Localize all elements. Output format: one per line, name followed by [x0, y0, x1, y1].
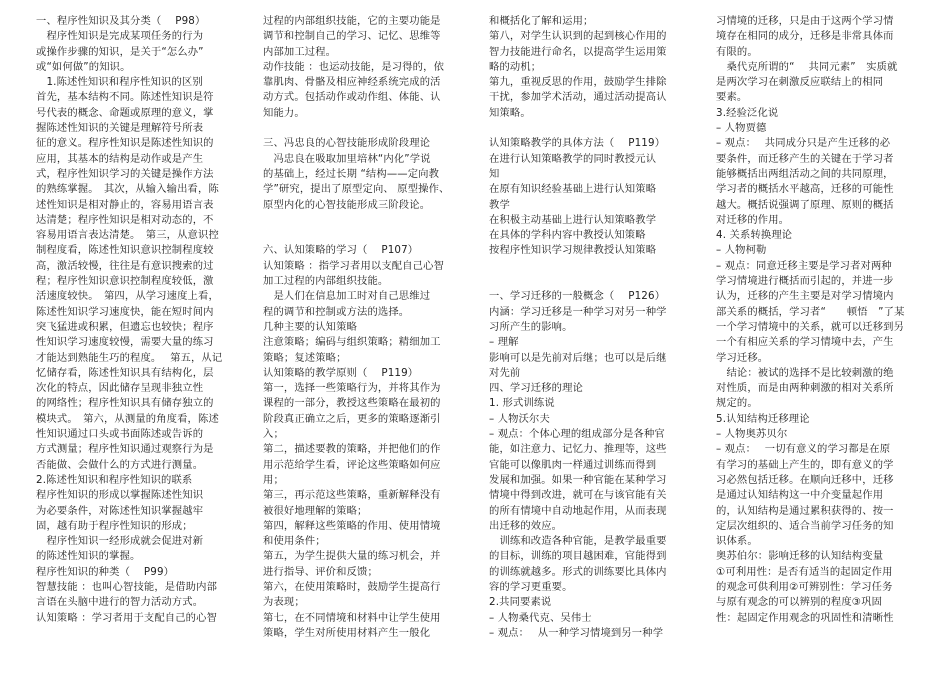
text-line: 习必然包括迁移。在顺向迁移中，迁移: [716, 473, 894, 486]
text-line: 桑代克所谓的“ 共同元素” 实质就: [716, 60, 898, 73]
text-line: 模块式。 第六，从测量的角度看，陈述: [36, 412, 219, 425]
text-line: 第九，重视反思的作用，鼓励学生排除: [489, 76, 667, 89]
text-line: [489, 259, 699, 274]
text-line: 在进行认知策略教学的同时教授元认: [489, 152, 657, 165]
text-line: 注意策略；编码与组织策略；精细加工: [263, 336, 441, 349]
text-line: 课程的一部分，教授这些策略在最初的: [263, 397, 441, 410]
text-line: 用；: [263, 473, 284, 486]
text-line: 进行指导、评价和反馈；: [263, 565, 378, 578]
text-line: 第四，解释这些策略的作用、使用情境: [263, 519, 441, 532]
text-line: 2.陈述性知识和程序性知识的联系: [36, 473, 193, 486]
text-line: 或“如何做”的知识。: [36, 60, 131, 73]
text-line: 用示范给学生看，评论这些策略如何应: [263, 458, 441, 471]
text-line: 首先，基本结构不同。陈述性知识是符: [36, 91, 214, 104]
text-line: 策略；复述策略；: [263, 351, 347, 364]
column-2: [263, 14, 473, 641]
text-line: 结论：被试的选择不是比较刺激的绝: [716, 366, 894, 379]
text-line: 奥苏伯尔：影响迁移的认知结构变量: [716, 550, 884, 563]
text-line: – 人物贾德: [716, 122, 767, 135]
text-line: 能，如注意力、记忆力、推理等，这些: [489, 443, 667, 456]
text-line: 是两次学习在刺激反应联结上的相同: [716, 76, 884, 89]
text-line: 为表现；: [263, 596, 305, 609]
text-line: [263, 121, 473, 136]
text-line: 一、学习迁移的一般概念（ P126）: [489, 290, 666, 303]
text-line: 一个有相应关系的学习情境中去，产生: [716, 336, 894, 349]
text-line: 部关系的概括，学习者“ 顿悟 ”了某: [716, 305, 905, 318]
text-line: 在具体的学科内容中教授认知策略: [489, 229, 646, 242]
text-line: 的，认知结构是通过累积获得的、按一: [716, 504, 894, 517]
text-line: 否能做、会做什么的方式进行测量。: [36, 458, 204, 471]
text-line: 要条件，而迁移产生的关键在于学习者: [716, 152, 894, 165]
text-line: 次化的特点，因此储存呈现非独立性: [36, 382, 204, 395]
text-line: – 理解: [489, 336, 519, 349]
text-line: 的网络性；程序性知识具有储存独立的: [36, 397, 214, 410]
text-line: 活速度较快。 第四，从学习速度上看，: [36, 290, 219, 303]
text-line: 容的学习更重要。: [489, 580, 573, 593]
text-line: 靠肌肉、骨骼及相应神经系统完成的活: [263, 76, 441, 89]
text-line: 知: [489, 167, 500, 180]
text-line: 程的调节和控制或方法的选择。: [263, 305, 410, 318]
text-line: 第三，再示范这些策略，重新解释没有: [263, 489, 441, 502]
text-line: [489, 274, 699, 289]
text-line: 阶段真正确立之后，更多的策略逐渐引: [263, 412, 441, 425]
text-line: 是人们在信息加工时对自己思维过: [263, 290, 431, 303]
text-line: 智力技能进行命名，以提高学生运用策: [489, 45, 667, 58]
text-line: 学习情境进行概括而引起的，并进一步: [716, 275, 894, 288]
text-line: 才能达到熟能生巧的程度。 第五，从记: [36, 351, 223, 364]
text-line: 或操作步骤的知识，是关于“怎么办”: [36, 45, 204, 58]
text-line: 程；程序性知识意识控制程度较低，激: [36, 275, 214, 288]
text-line: 冯忠良在吸取加里培林“内化”学说: [263, 152, 431, 165]
text-line: 忆储存看，陈述性知识具有结构化，层: [36, 366, 214, 379]
text-line: 境存在相同的成分，迁移是非常具体而: [716, 30, 894, 43]
text-line: 言语在头脑中进行的智力活动方式。: [36, 596, 204, 609]
text-line: 征的意义。程序性知识是陈述性知识的: [36, 137, 214, 150]
text-line: 对迁移的作用。: [716, 213, 790, 226]
text-line: 有学习的基础上产生的，即有意义的学: [716, 458, 894, 471]
text-line: 训练和改造各种官能，是教学最重要: [489, 535, 667, 548]
text-line: 应用，其基本的结构是动作或是产生: [36, 152, 204, 165]
text-line: 握陈述性知识的关键是理解符号所表: [36, 122, 204, 135]
text-line: 对先前: [489, 366, 521, 379]
text-line: 式，程序性知识学习的关键是操作方法: [36, 167, 214, 180]
text-line: 按程序性知识学习规律教授认知策略: [489, 244, 657, 257]
text-line: 1.陈述性知识和程序性知识的区别: [36, 76, 203, 89]
text-line: 一、程序性知识及其分类（ P98）: [36, 15, 206, 27]
text-line: 教学: [489, 198, 510, 211]
text-line: 第七，在不同情境和材料中让学生使用: [263, 611, 441, 624]
text-line: 认知策略 ：指学习者用以支配自己心智: [263, 259, 445, 272]
text-line: 认知策略教学的具体方法（ P119）: [489, 137, 666, 150]
text-line: – 观点： 一切有意义的学习都是在原: [716, 443, 891, 456]
text-line: 5.认知结构迁移理论: [716, 412, 810, 425]
text-line: 略的动机；: [489, 60, 542, 73]
text-line: 方式测量；程序性知识通过观察行为是: [36, 443, 214, 456]
text-line: 程序性知识的种类（ P99）: [36, 565, 175, 578]
text-line: 智慧技能 ：也叫心智技能，是借助内部: [36, 580, 218, 593]
text-line: – 人物柯勒: [716, 244, 767, 257]
text-line: 内部加工过程。: [263, 45, 337, 58]
text-line: 4. 关系转换理论: [716, 229, 793, 242]
text-line: 第五，为学生提供大量的练习机会，并: [263, 550, 441, 563]
text-line: 第一，选择一些策略行为，并将其作为: [263, 382, 441, 395]
text-line: 达清楚；程序性知识是相对动态的，不: [36, 213, 214, 226]
text-line: – 人物奥苏贝尔: [716, 428, 788, 441]
text-line: 影响可以是先前对后继；也可以是后继: [489, 351, 667, 364]
column-4: [716, 14, 926, 626]
text-line: 高，激活较慢，往往是有意识搜索的过: [36, 259, 214, 272]
text-line: 与原有观念的可以辨别的程度③巩固: [716, 596, 883, 609]
text-line: 越大。概括说强调了原理、原则的概括: [716, 198, 894, 211]
text-line: 习所产生的影响。: [489, 320, 573, 333]
text-line: 出迁移的效应。: [489, 519, 563, 532]
text-line: 认知策略 ：学习者用于支配自己的心智: [36, 611, 218, 624]
text-line: – 观点： 从一种学习情境到另一种学: [489, 626, 664, 639]
text-line: 陈述性知识学习速度快，能在短时间内: [36, 305, 214, 318]
text-line: 为必要条件，对陈述性知识掌握越牢: [36, 504, 204, 517]
text-line: 识体系。: [716, 535, 758, 548]
text-line: 发展和加强。如果一种官能在某种学习: [489, 473, 667, 486]
text-line: 过程的内部组织技能，它的主要功能是: [263, 15, 441, 27]
text-line: 原型内化的心智技能形成三阶段论。: [263, 198, 431, 211]
text-line: 认为，迁移的产生主要是对学习情境内: [716, 290, 894, 303]
text-line: 习情境的迁移，只是由于这两个学习情: [716, 15, 894, 27]
text-line: – 观点： 共同成分只是产生迁移的必: [716, 137, 891, 150]
text-line: 干扰，参加学术活动，通过活动提高认: [489, 91, 667, 104]
text-line: – 人物桑代克、吴伟士: [489, 611, 592, 624]
text-line: 学”研究，提出了原型定向、 原型操作、: [263, 183, 450, 196]
text-line: – 人物沃尔夫: [489, 412, 550, 425]
text-line: [263, 228, 473, 243]
text-line: 内涵：学习迁移是一种学习对另一种学: [489, 305, 667, 318]
text-line: 的观念可供利用②可辨别性：学习任务: [716, 580, 893, 593]
text-line: 情境中得到改进，就可在与该官能有关: [489, 489, 667, 502]
text-line: ①可利用性：是否有适当的起固定作用: [716, 565, 893, 578]
text-line: 述性知识是相对静止的，容易用语言表: [36, 198, 214, 211]
text-line: 定层次组织的、适合当前学习任务的知: [716, 519, 894, 532]
text-line: [489, 121, 699, 136]
text-line: 调节和控制自己的学习、记忆、思维等: [263, 30, 441, 43]
text-line: [263, 213, 473, 228]
text-line: 的基础上，经过长期 “结构——定向教: [263, 167, 440, 180]
text-line: 几种主要的认知策略: [263, 320, 358, 333]
text-line: – 观点：同意迁移主要是学习者对两种: [716, 259, 892, 272]
text-line: 性：起固定作用观念的巩固性和清晰性: [716, 611, 894, 624]
column-1: [36, 14, 246, 626]
text-line: 有限的。: [716, 45, 758, 58]
text-line: 学习迁移。: [716, 351, 769, 364]
text-line: 2.共同要素说: [489, 596, 552, 609]
text-line: 的陈述性知识的掌握。: [36, 550, 141, 563]
text-line: 对性质，而是由两种刺激的相对关系所: [716, 382, 894, 395]
text-line: 第八，对学生认识到的起到核心作用的: [489, 30, 667, 43]
text-line: 要素。: [716, 91, 748, 104]
text-line: 四、学习迁移的理论: [489, 382, 584, 395]
text-line: 策略，学生对所使用材料产生一般化: [263, 626, 431, 639]
text-line: 性知识学习速度较慢，需要大量的练习: [36, 336, 214, 349]
text-line: 和使用条件；: [263, 535, 326, 548]
column-3: [489, 14, 699, 641]
text-line: 动方式。包括动作或动作组、体能、认: [263, 91, 441, 104]
text-line: 三、冯忠良的心智技能形成阶段理论: [263, 137, 431, 150]
text-line: 能够概括出两组活动之间的共同原理，: [716, 167, 894, 180]
text-line: 在原有知识经验基础上进行认知策略: [489, 183, 657, 196]
text-line: 是通过认知结构这一中介变量起作用: [716, 489, 884, 502]
text-line: 学习者的概括水平越高，迁移的可能性: [716, 183, 894, 196]
text-line: 的目标，训练的项目越困难，官能得到: [489, 550, 667, 563]
text-line: 在积极主动基础上进行认知策略教学: [489, 213, 657, 226]
text-line: 知策略。: [489, 106, 531, 119]
text-line: 程序性知识的形成以掌握陈述性知识: [36, 489, 204, 502]
text-line: – 观点：个体心理的组成部分是各种官: [489, 428, 665, 441]
text-line: 官能可以像肌肉一样通过训练而得到: [489, 458, 657, 471]
text-line: 突飞猛进或积累，但遗忘也较快；程序: [36, 320, 214, 333]
text-line: 一个学习情境中的关系，就可以迁移到另: [716, 320, 905, 333]
text-line: 第二，描述要教的策略，并把他们的作: [263, 443, 441, 456]
text-line: 程序性知识一经形成就会促进对新: [36, 535, 204, 548]
text-line: 1. 形式训练说: [489, 397, 555, 410]
text-line: 的所有情境中自动地起作用，从而表现: [489, 504, 667, 517]
text-line: 容易用语言表达清楚。 第三，从意识控: [36, 229, 219, 242]
text-line: 和概括化了解和运用；: [489, 15, 594, 27]
text-line: 入；: [263, 428, 284, 441]
text-line: 程序性知识是完成某项任务的行为: [36, 30, 204, 43]
text-line: 号代表的概念、命题或原理的意义，掌: [36, 106, 214, 119]
text-line: 制程度看，陈述性知识意识控制程度较: [36, 244, 214, 257]
text-line: 第六，在使用策略时，鼓励学生提高行: [263, 580, 441, 593]
text-line: 被很好地理解的策略；: [263, 504, 368, 517]
text-line: 认知策略的教学原则（ P119）: [263, 366, 419, 379]
text-line: 加工过程的内部组织技能。: [263, 275, 389, 288]
text-line: 规定的。: [716, 397, 758, 410]
text-line: 的训练就越多。形式的训练要比具体内: [489, 565, 667, 578]
text-line: 动作技能 ：也运动技能，是习得的，依: [263, 60, 445, 73]
text-line: 性知识通过口头或书面陈述或告诉的: [36, 428, 204, 441]
text-line: 知能力。: [263, 106, 305, 119]
text-line: 固，越有助于程序性知识的形成；: [36, 519, 193, 532]
text-line: 六、认知策略的学习（ P107）: [263, 244, 419, 257]
text-line: 的熟练掌握。 其次，从输入输出看，陈: [36, 183, 219, 196]
text-line: 3.经验泛化说: [716, 106, 779, 119]
